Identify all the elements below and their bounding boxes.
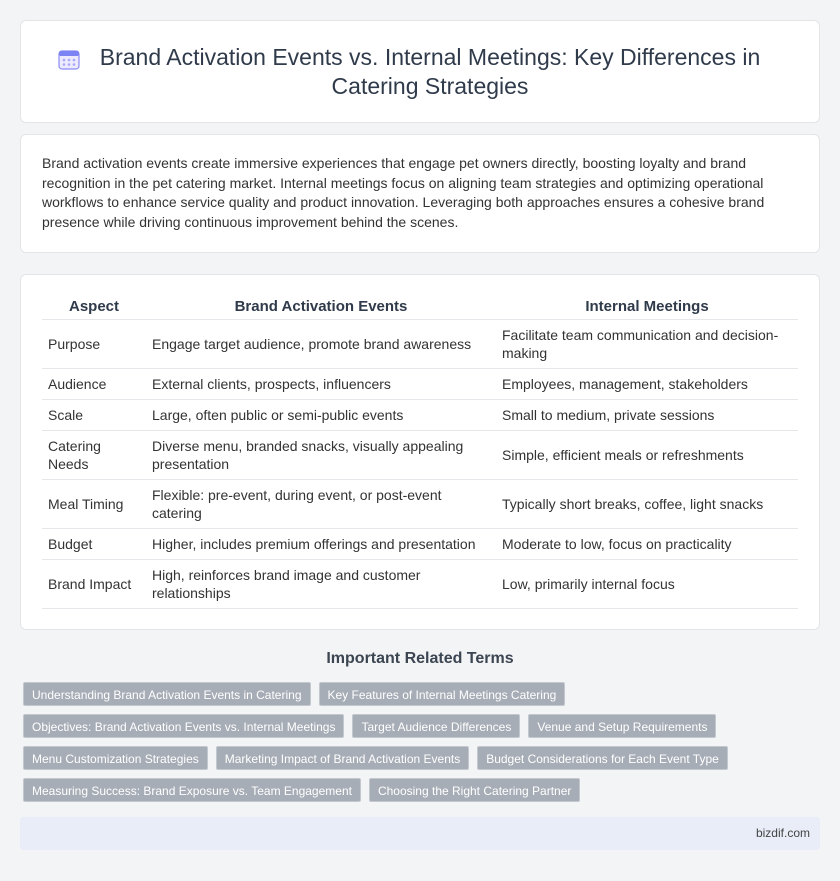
related-term-tag[interactable]: Key Features of Internal Meetings Catering xyxy=(319,682,566,706)
table-cell: Simple, efficient meals or refreshments xyxy=(496,430,798,479)
related-term-tag[interactable]: Understanding Brand Activation Events in Catering xyxy=(23,682,311,706)
table-cell: Meal Timing xyxy=(42,479,146,528)
related-term-tag[interactable]: Marketing Impact of Brand Activation Events xyxy=(216,746,469,770)
comparison-table xyxy=(42,295,798,609)
table-cell: External clients, prospects, influencers xyxy=(146,368,496,399)
footer xyxy=(20,817,820,850)
table-row xyxy=(42,479,798,528)
related-terms-heading: Important Related Terms xyxy=(326,650,514,667)
table-row xyxy=(42,368,798,399)
table-row xyxy=(42,430,798,479)
table-row xyxy=(42,399,798,430)
intro-paragraph: Brand activation events create immersive experiences that engage pet owners directly, boosting loyalty and brand recognition in the pet catering market. Internal meetings focus on aligning team strategies and optimizing operational workflows to enhance service quality and product innovation. Leveraging both approaches ensures a cohesive brand presence while driving continuous improvement behind the scenes. xyxy=(42,155,765,230)
table-cell: Engage target audience, promote brand awareness xyxy=(146,319,496,368)
related-term-tag[interactable]: Budget Considerations for Each Event Type xyxy=(477,746,728,770)
header-card xyxy=(20,20,820,123)
table-cell: Diverse menu, branded snacks, visually appealing presentation xyxy=(146,430,496,479)
table-cell: Scale xyxy=(42,399,146,430)
table-cell: Audience xyxy=(42,368,146,399)
comparison-table-card xyxy=(20,274,820,630)
table-cell: Moderate to low, focus on practicality xyxy=(496,528,798,559)
table-cell: High, reinforces brand image and customer relationships xyxy=(146,559,496,608)
table-cell: Small to medium, private sessions xyxy=(496,399,798,430)
table-cell: Low, primarily internal focus xyxy=(496,559,798,608)
related-term-tag[interactable]: Target Audience Differences xyxy=(352,714,520,738)
table-cell: Brand Impact xyxy=(42,559,146,608)
related-term-tag[interactable]: Menu Customization Strategies xyxy=(23,746,208,770)
table-cell: Catering Needs xyxy=(42,430,146,479)
footer-site-link[interactable]: bizdif.com xyxy=(755,826,810,840)
related-term-tag[interactable]: Objectives: Brand Activation Events vs. Internal Meetings xyxy=(23,714,344,738)
table-header-row xyxy=(42,295,798,319)
related-term-tag[interactable]: Choosing the Right Catering Partner xyxy=(369,778,580,802)
intro-card xyxy=(20,134,820,253)
related-term-tag[interactable]: Measuring Success: Brand Exposure vs. Team Engagement xyxy=(23,778,361,802)
column-header-aspect: Aspect xyxy=(42,295,146,319)
table-cell: Higher, includes premium offerings and presentation xyxy=(146,528,496,559)
column-header-brand-activation: Brand Activation Events xyxy=(146,295,496,319)
related-term-tag[interactable]: Venue and Setup Requirements xyxy=(528,714,716,738)
table-cell: Purpose xyxy=(42,319,146,368)
column-header-internal-meetings: Internal Meetings xyxy=(496,295,798,319)
table-cell: Facilitate team communication and decision-making xyxy=(496,319,798,368)
table-cell: Typically short breaks, coffee, light snacks xyxy=(496,479,798,528)
page-title: Brand Activation Events vs. Internal Meetings: Key Differences in Catering Strategies xyxy=(99,43,761,99)
related-terms-list xyxy=(23,682,763,802)
table-row xyxy=(42,559,798,608)
table-cell: Large, often public or semi-public events xyxy=(146,399,496,430)
table-cell: Flexible: pre-event, during event, or post-event catering xyxy=(146,479,496,528)
table-cell: Budget xyxy=(42,528,146,559)
table-row xyxy=(42,319,798,368)
table-row xyxy=(42,528,798,559)
table-cell: Employees, management, stakeholders xyxy=(496,368,798,399)
